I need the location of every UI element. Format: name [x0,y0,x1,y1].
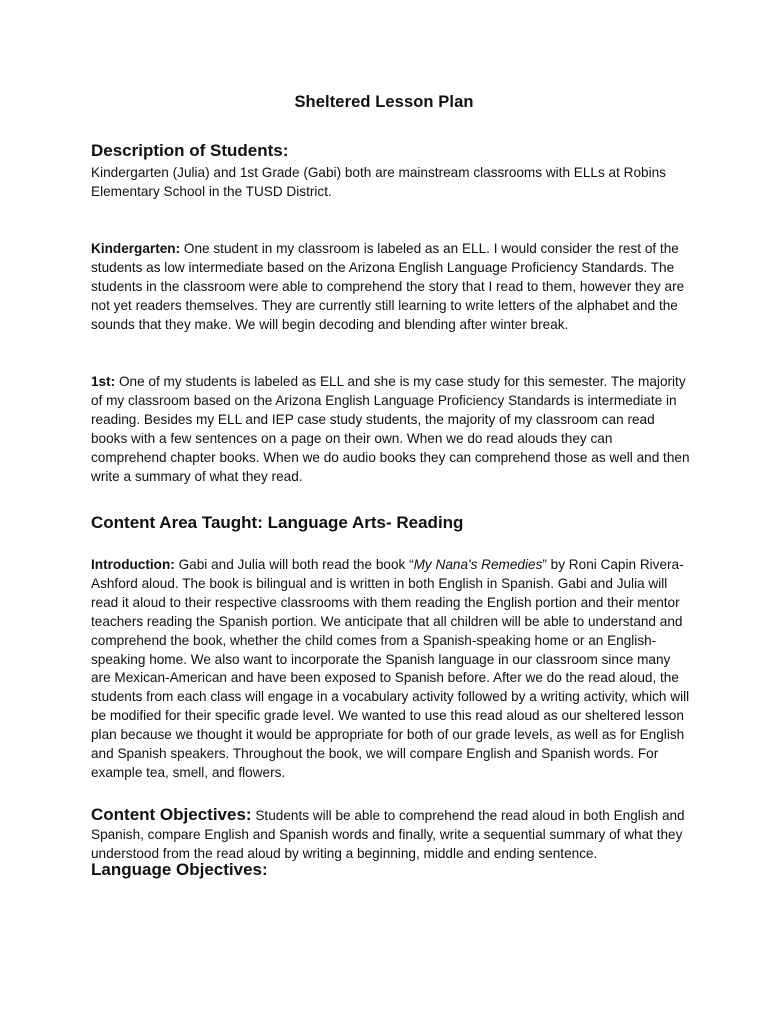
introduction-label: Introduction: [91,557,175,572]
content-area-heading: Content Area Taught: Language Arts- Reading [91,513,464,532]
introduction-text-before: Gabi and Julia will both read the book “ [174,557,414,572]
introduction-paragraph [91,556,691,783]
kindergarten-paragraph [91,240,691,335]
description-heading: Description of Students: [91,141,289,160]
description-text: Kindergarten (Julia) and 1st Grade (Gabi) both are mainstream classrooms with ELLs at Robins Elementary School in the TUSD District. [91,165,666,199]
language-objectives-heading: Language Objectives: [91,860,268,879]
content-objectives-label: Content Objectives: [91,805,252,824]
kindergarten-label: Kindergarten: [91,241,181,256]
description-paragraph [91,164,691,202]
introduction-text-after: ” by Roni Capin Rivera-Ashford aloud. The book is bilingual and is written in both English in Spanish. Gabi and Julia will read it aloud to their respective classrooms with them reading the English portion and their mentor teachers reading the Spanish portion. We anticipate that all children will be able to understand and comprehend the book, whether the child comes from a Spanish-speaking home or an English-speaking home. We also want to incorporate the Spanish language in our classroom since many are Mexican-American and have been exposed to Spanish before. After we do the read aloud, the students from each class will engage in a vocabulary activity followed by a writing activity, which will be modified for their specific grade level. We wanted to use this read aloud as our sheltered lesson plan because we thought it would be appropriate for both of our grade levels, as well as for English and Spanish speakers. Throughout the book, we will compare English and Spanish words. For example tea, smell, and flowers. [91,557,690,780]
kindergarten-text: One student in my classroom is labeled as an ELL. I would consider the rest of the students as low intermediate based on the Arizona English Language Proficiency Standards. The students in the classroom were able to comprehend the story that I read to them, however they are not yet readers themselves. They are currently still learning to write letters of the alphabet and the sounds that they make. We will begin decoding and blending after winter break. [91,241,685,332]
first-grade-paragraph [91,373,691,486]
page-title: Sheltered Lesson Plan [294,93,474,111]
content-objectives-paragraph [91,806,691,864]
first-grade-label: 1st: [91,374,116,389]
first-grade-text: One of my students is labeled as ELL and she is my case study for this semester. The majority of my classroom based on the Arizona English Language Proficiency Standards is intermediate in reading. Besides my ELL and IEP case study students, the majority of my classroom can read books with a few sentences on a page on their own. When we do read alouds they can comprehend chapter books. When we do audio books they can comprehend those as well and then write a summary of what they read. [91,374,690,484]
book-title: My Nana's Remedies [413,557,543,572]
content-objectives-text: Students will be able to comprehend the read aloud in both English and Spanish, compare English and Spanish words and finally, write a sequential summary of what they understood from the read aloud by writing a beginning, middle and ending sentence. [91,808,685,861]
